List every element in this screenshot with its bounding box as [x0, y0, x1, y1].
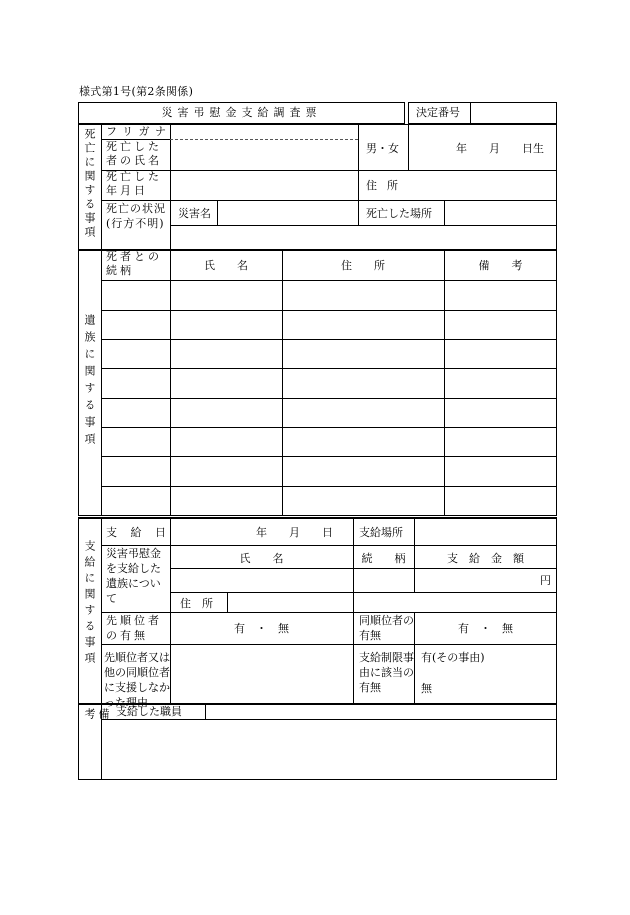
staff-divider: [205, 704, 206, 719]
gender-col-right: [408, 124, 409, 170]
recipient-label: 災害弔慰金を支給した遺族について: [106, 547, 161, 605]
family-address-header: 住 所: [341, 259, 385, 272]
status-row-mid: [170, 225, 557, 226]
death-place-label: 死亡した場所: [366, 207, 432, 220]
recipient-name-header: 氏 名: [239, 552, 284, 565]
form-id: 様式第1号(第2条関係): [79, 85, 194, 98]
death-section-label: 死亡に関する事項: [83, 128, 96, 240]
payment-date-field[interactable]: 年 月 日: [256, 526, 333, 539]
disaster-name-divider: [217, 200, 218, 225]
family-col-2: [282, 250, 283, 516]
place-col-left: [358, 200, 359, 225]
reason-label: 先順位者又は他の同順位者に支援しなかった理由: [104, 651, 170, 709]
gender-col-left: [358, 124, 359, 200]
family-row-line: [101, 368, 557, 369]
recipient-relation-header: 続 柄: [361, 552, 406, 565]
gender-field[interactable]: 男・女: [366, 142, 399, 155]
prior-rank-label: 先順位者の有無: [106, 614, 162, 642]
remarks-label: 備考: [83, 708, 110, 757]
disaster-name-label: 災害名: [178, 207, 211, 220]
family-row-line: [101, 398, 557, 399]
same-rank-field[interactable]: 有 ・ 無: [458, 622, 513, 635]
family-row-line: [101, 486, 557, 487]
payment-date-label: 支給日: [106, 526, 166, 539]
family-row-line: [101, 339, 557, 340]
yen-unit: 円: [540, 574, 551, 587]
death-status-label: 死亡の状況(行方不明): [106, 202, 166, 230]
family-row-line: [101, 280, 557, 281]
staff-row-bottom: [101, 719, 557, 720]
same-rank-label: 同順位者の有無: [359, 614, 414, 642]
furigana-dash-line: [170, 139, 358, 140]
amount-header: 支 給 金 額: [447, 552, 524, 565]
prior-rank-field[interactable]: 有 ・ 無: [234, 622, 289, 635]
death-date-label: 死亡した年月日: [106, 170, 162, 197]
family-row-line: [101, 456, 557, 457]
birthdate-field[interactable]: 年 月 日生: [456, 142, 544, 155]
limit-yes-option[interactable]: 有(その事由): [421, 651, 485, 664]
payment-section-label: 支給に関する事項: [83, 540, 96, 668]
relation-header: 死者との続柄: [106, 250, 162, 277]
address-row-bottom: [101, 612, 557, 613]
family-notes-header: 備 考: [478, 259, 523, 272]
furigana-label: フリガナ: [106, 125, 166, 138]
staff-label: 支給した職員: [116, 705, 182, 718]
death-label-col-divider: [170, 124, 171, 250]
family-name-header: 氏 名: [204, 259, 248, 272]
death-date-row-top: [101, 170, 557, 171]
decision-number-label: 決定番号: [416, 106, 460, 119]
death-section-col-divider: [101, 124, 102, 250]
status-row-top: [101, 200, 557, 201]
deceased-name-label: 死亡した者の氏名: [106, 140, 162, 167]
family-section-box: [78, 250, 557, 516]
address-label: 住所: [366, 179, 408, 192]
form-title: 災害弔慰金支給調査票: [161, 106, 322, 119]
decision-number-divider: [470, 102, 471, 124]
limit-divider: [414, 644, 415, 704]
limit-no-option[interactable]: 無: [421, 682, 432, 695]
family-row-line: [101, 310, 557, 311]
prior-row-bottom: [101, 644, 557, 645]
family-section-label: 遺族に関する事項: [83, 314, 96, 450]
family-row-line: [101, 427, 557, 428]
recipient-value-bottom: [170, 592, 557, 593]
family-section-col-divider: [101, 250, 102, 516]
family-col-1: [170, 250, 171, 516]
place-col-right: [444, 200, 445, 225]
payment-place-label: 支給場所: [359, 526, 403, 539]
recipient-address-label: 住 所: [180, 597, 213, 610]
family-col-3: [444, 250, 445, 516]
recipient-header-bottom: [170, 568, 557, 569]
limit-label: 支給制限事由に該当の有無: [359, 651, 414, 694]
recipient-address-divider: [227, 592, 228, 612]
